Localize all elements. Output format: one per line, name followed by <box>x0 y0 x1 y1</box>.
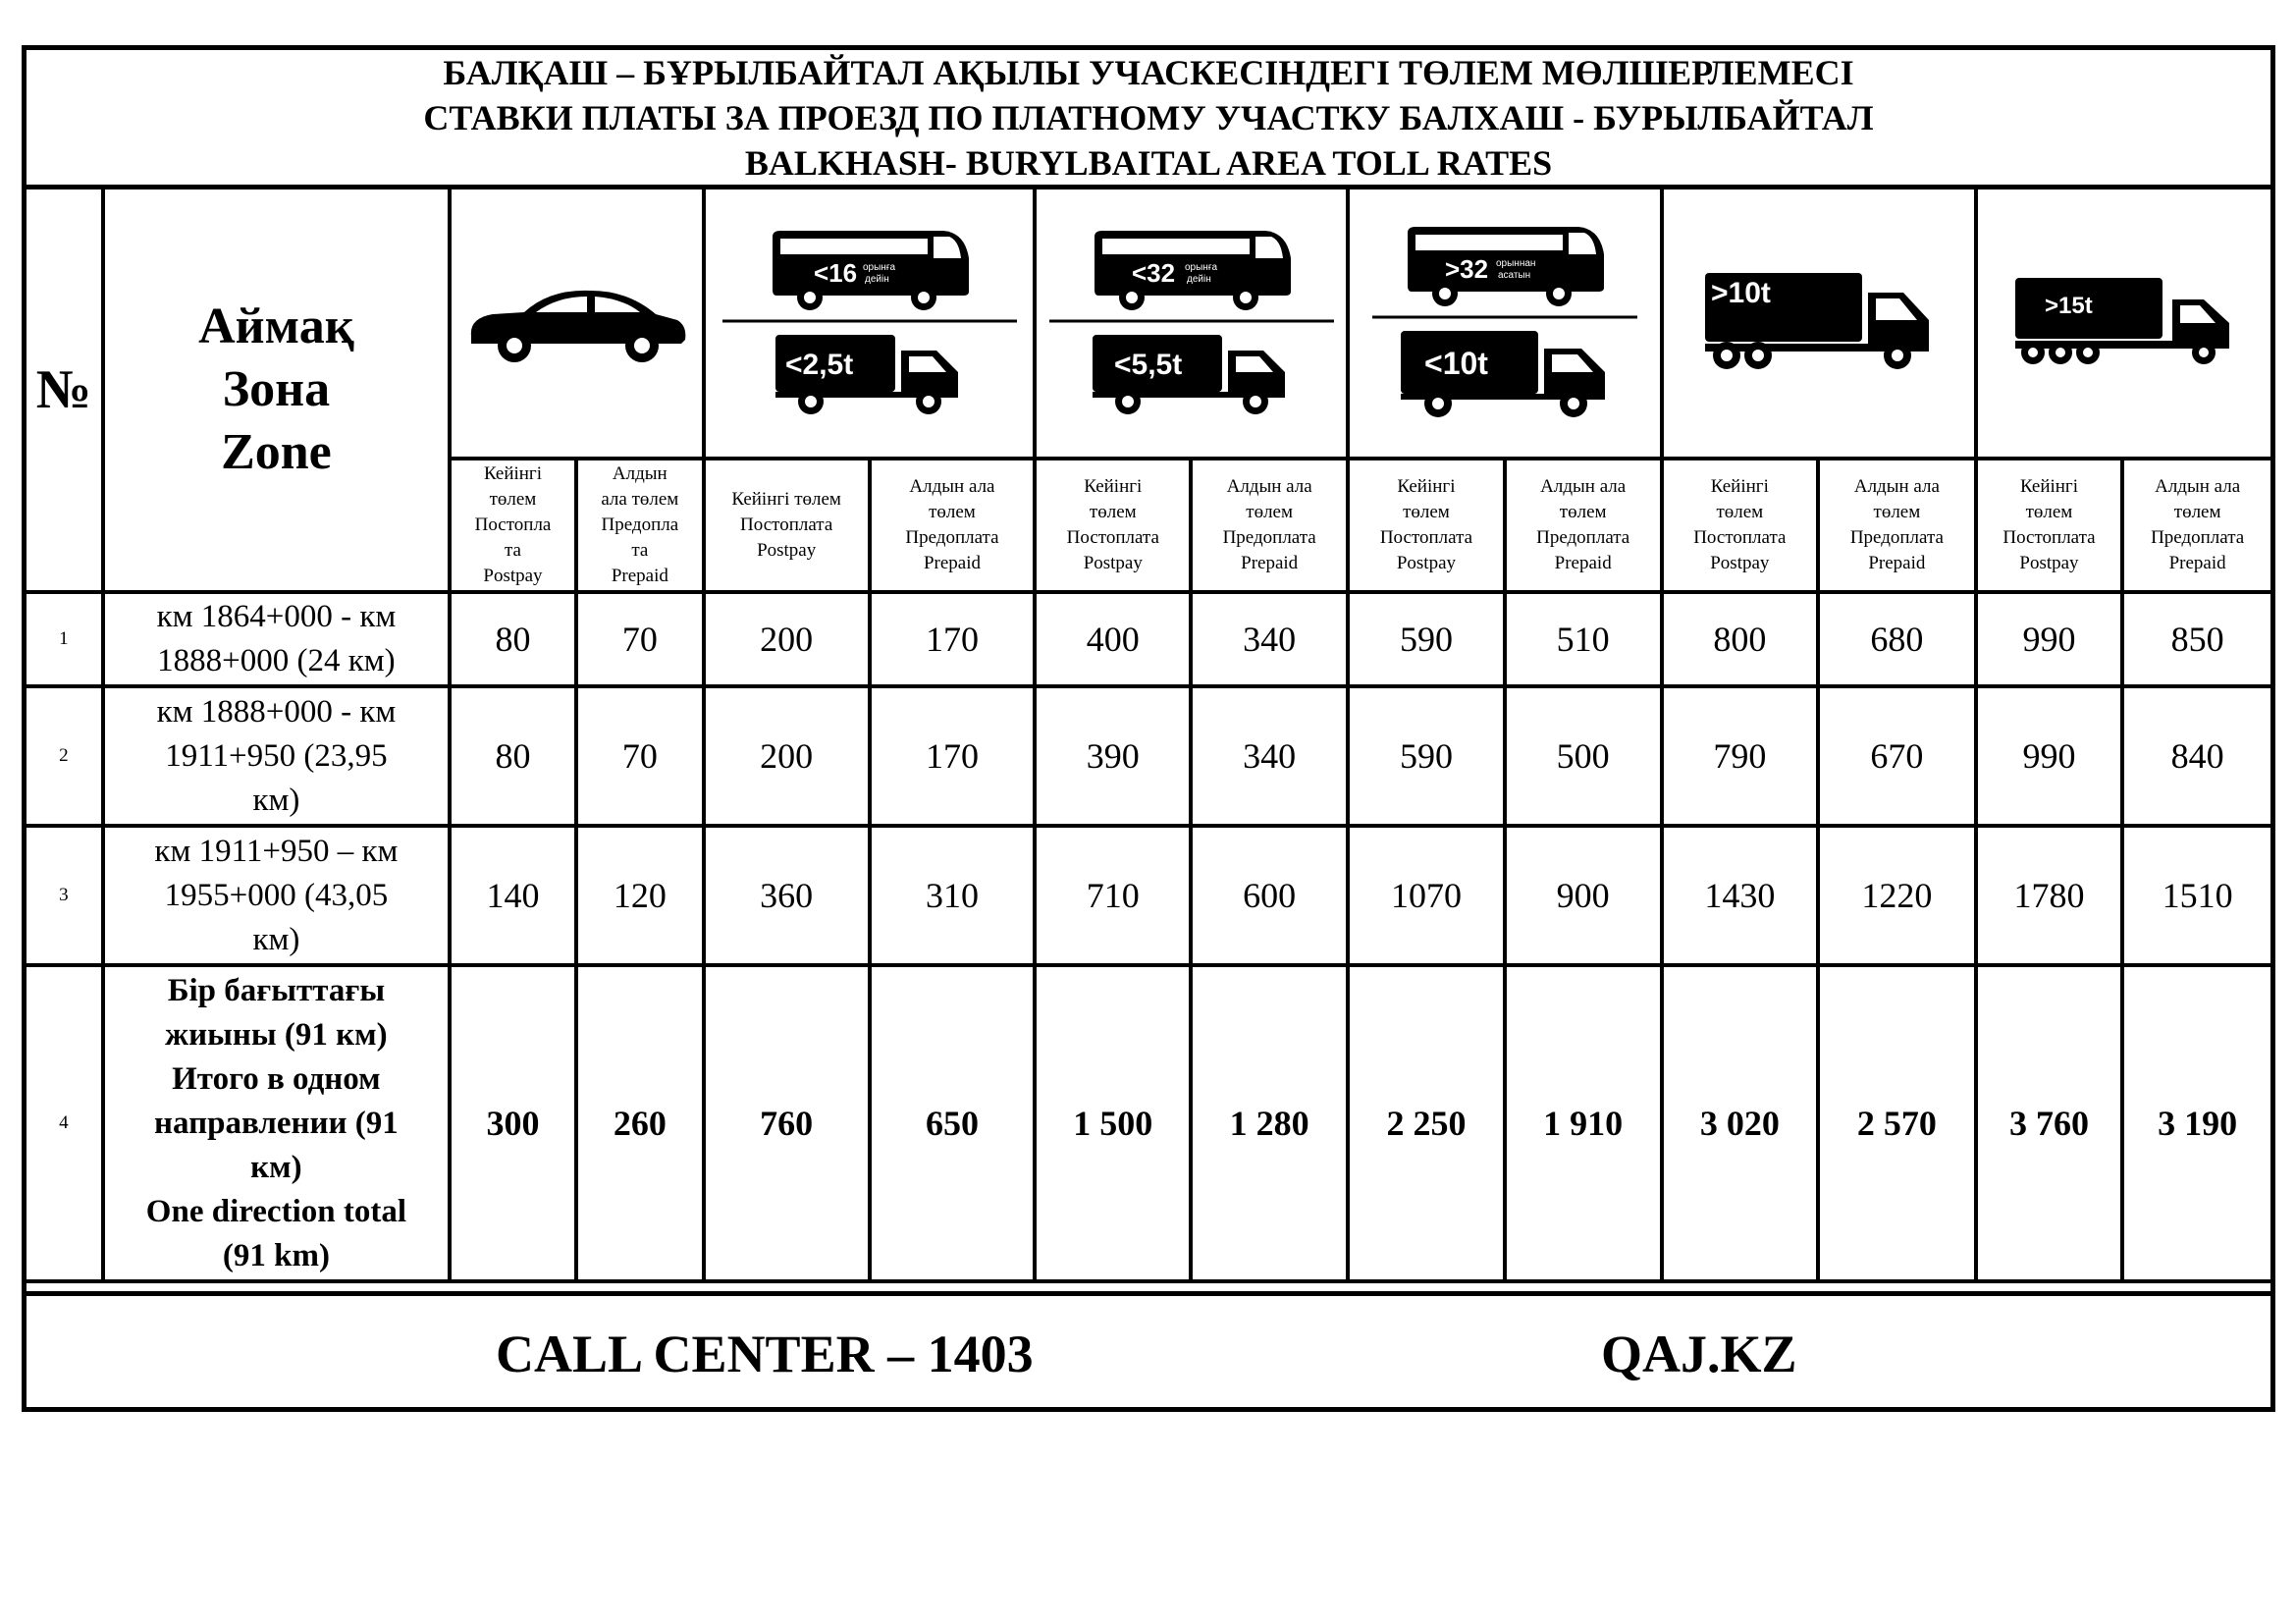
svg-text:орынға: орынға <box>862 262 895 273</box>
svg-text:<5,5t: <5,5t <box>1113 349 1182 381</box>
rate-cell: 360 <box>704 826 870 965</box>
class6-header <box>1976 189 2270 459</box>
class2-header <box>704 189 1036 459</box>
call-center: CALL CENTER – 1403 <box>496 1325 1034 1383</box>
total-cell: 2 570 <box>1818 965 1976 1281</box>
rate-cell: 1430 <box>1662 826 1819 965</box>
rate-cell: 170 <box>870 592 1036 686</box>
rate-cell: 840 <box>2122 686 2270 826</box>
title-block <box>27 50 2270 189</box>
table-row <box>27 826 2270 965</box>
rate-cell: 70 <box>576 686 704 826</box>
svg-text:дейін: дейін <box>1186 274 1211 285</box>
rate-cell: 170 <box>870 686 1036 826</box>
row-number: 4 <box>27 965 103 1281</box>
rate-cell: 680 <box>1818 592 1976 686</box>
rate-cell: 80 <box>450 592 576 686</box>
rate-cell: 900 <box>1505 826 1662 965</box>
bus-icon <box>1402 225 1608 307</box>
prepaid-header: Алдын ала төлем Предопла та Prepaid <box>576 459 704 592</box>
rate-cell: 500 <box>1505 686 1662 826</box>
svg-text:>15t: >15t <box>2044 293 2093 319</box>
truck-icon <box>772 331 968 417</box>
svg-text:орынға: орынға <box>1184 262 1217 273</box>
total-cell: 3 190 <box>2122 965 2270 1281</box>
rate-cell: 990 <box>1976 686 2123 826</box>
postpay-header: Кейінгі төлем Постоплата Postpay <box>1348 459 1505 592</box>
zone-cell: км 1888+000 - км 1911+950 (23,95 км) <box>103 686 450 826</box>
rate-cell: 1510 <box>2122 826 2270 965</box>
rate-cell: 390 <box>1035 686 1191 826</box>
rate-cell: 850 <box>2122 592 2270 686</box>
footer <box>27 1291 2270 1407</box>
svg-text:<32: <32 <box>1131 258 1175 288</box>
rate-cell: 590 <box>1348 686 1505 826</box>
rate-cell: 80 <box>450 686 576 826</box>
rate-cell: 1780 <box>1976 826 2123 965</box>
truck-icon <box>1701 269 1937 377</box>
svg-text:>32: >32 <box>1444 254 1488 284</box>
total-cell: 2 250 <box>1348 965 1505 1281</box>
title-kazakh: БАЛҚАШ – БҰРЫЛБАЙТАЛ АҚЫЛЫ УЧАСКЕСІНДЕГІ ТӨЛЕМ МӨЛШЕРЛЕМЕСІ <box>443 52 1854 92</box>
rate-cell: 140 <box>450 826 576 965</box>
total-cell: 300 <box>450 965 576 1281</box>
rate-cell: 590 <box>1348 592 1505 686</box>
total-cell: 1 280 <box>1191 965 1348 1281</box>
postpay-header: Кейінгі төлем Постоплата Postpay <box>1035 459 1191 592</box>
svg-text:асатын: асатын <box>1497 270 1531 281</box>
truck-icon <box>1089 331 1295 417</box>
rate-cell: 340 <box>1191 686 1348 826</box>
prepaid-header: Алдын ала төлем Предоплата Prepaid <box>1818 459 1976 592</box>
bus-icon <box>767 229 973 311</box>
total-cell: 1 500 <box>1035 965 1191 1281</box>
website: QAJ.KZ <box>1601 1325 1797 1383</box>
class4-header <box>1348 189 1661 459</box>
rate-cell: 670 <box>1818 686 1976 826</box>
rate-cell: 1070 <box>1348 826 1505 965</box>
prepaid-header: Алдын ала төлем Предоплата Prepaid <box>1505 459 1662 592</box>
rate-cell: 340 <box>1191 592 1348 686</box>
row-number: 3 <box>27 826 103 965</box>
truck-icon <box>2011 274 2237 372</box>
toll-rates-table <box>27 189 2270 1283</box>
rate-cell: 400 <box>1035 592 1191 686</box>
row-number: 2 <box>27 686 103 826</box>
postpay-header: Кейінгі төлем Постоплата Postpay <box>1976 459 2123 592</box>
bus-icon <box>1089 229 1295 311</box>
svg-text:<16: <16 <box>813 258 857 288</box>
rate-cell: 310 <box>870 826 1036 965</box>
class3-header <box>1035 189 1348 459</box>
divider-line <box>1049 311 1334 331</box>
rate-cell: 800 <box>1662 592 1819 686</box>
svg-text:>10t: >10t <box>1710 277 1771 309</box>
divider-line <box>722 311 1017 331</box>
title-english: BALKHASH- BURYLBAITAL AREA TOLL RATES <box>744 142 1553 183</box>
divider-line <box>1372 307 1637 327</box>
rate-cell: 600 <box>1191 826 1348 965</box>
toll-rates-sheet <box>22 45 2275 1412</box>
class5-header <box>1662 189 1976 459</box>
zone-cell: км 1864+000 - км 1888+000 (24 км) <box>103 592 450 686</box>
title-russian: СТАВКИ ПЛАТЫ ЗА ПРОЕЗД ПО ПЛАТНОМУ УЧАСТКУ БАЛХАШ - БУРЫЛБАЙТАЛ <box>423 97 1874 137</box>
prepaid-header: Алдын ала төлем Предоплата Prepaid <box>2122 459 2270 592</box>
rate-cell: 990 <box>1976 592 2123 686</box>
total-cell: 3 760 <box>1976 965 2123 1281</box>
zone-header: Аймақ Зона Zone <box>103 189 450 592</box>
total-cell: 3 020 <box>1662 965 1819 1281</box>
prepaid-header: Алдын ала төлем Предоплата Prepaid <box>870 459 1036 592</box>
svg-text:дейін: дейін <box>864 274 889 285</box>
rate-cell: 510 <box>1505 592 1662 686</box>
car-icon <box>463 279 689 367</box>
rate-cell: 1220 <box>1818 826 1976 965</box>
table-row <box>27 686 2270 826</box>
postpay-header: Кейінгі төлем Постоплата Postpay <box>704 459 870 592</box>
total-cell: 650 <box>870 965 1036 1281</box>
total-cell: 260 <box>576 965 704 1281</box>
truck-icon <box>1397 327 1613 421</box>
rate-cell: 200 <box>704 592 870 686</box>
total-cell: 1 910 <box>1505 965 1662 1281</box>
rate-cell: 120 <box>576 826 704 965</box>
svg-text:орыннан: орыннан <box>1495 258 1536 269</box>
class1-car-header <box>450 189 704 459</box>
rate-cell: 70 <box>576 592 704 686</box>
table-row <box>27 592 2270 686</box>
postpay-header: Кейінгі төлем Постоплата Postpay <box>1662 459 1819 592</box>
postpay-header: Кейінгі төлем Постопла та Postpay <box>450 459 576 592</box>
zone-cell: км 1911+950 – км 1955+000 (43,05 км) <box>103 826 450 965</box>
svg-text:<2,5t: <2,5t <box>784 349 853 381</box>
rate-cell: 790 <box>1662 686 1819 826</box>
rate-cell: 710 <box>1035 826 1191 965</box>
row-number: 1 <box>27 592 103 686</box>
rate-cell: 200 <box>704 686 870 826</box>
prepaid-header: Алдын ала төлем Предоплата Prepaid <box>1191 459 1348 592</box>
number-header: № <box>27 189 103 592</box>
total-zone-cell: Бір бағыттағы жиыны (91 км) Итого в одном направлении (91 км) One direction total (91 km) <box>103 965 450 1281</box>
total-cell: 760 <box>704 965 870 1281</box>
total-row <box>27 965 2270 1281</box>
svg-text:<10t: <10t <box>1423 346 1488 381</box>
